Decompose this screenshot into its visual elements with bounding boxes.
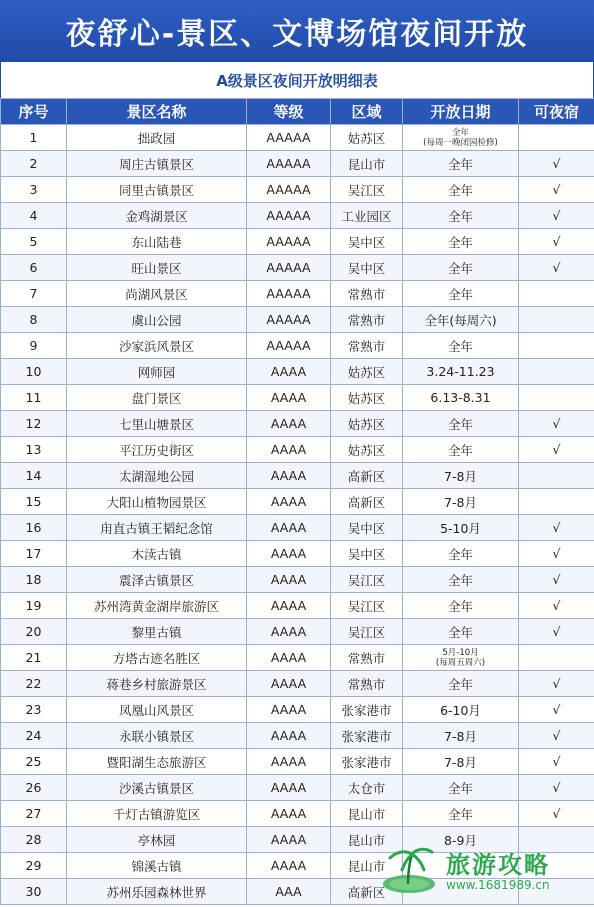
cell-area: 张家港市 xyxy=(331,697,403,723)
cell-overnight: √ xyxy=(519,229,594,255)
cell-area: 张家港市 xyxy=(331,723,403,749)
cell-overnight: √ xyxy=(519,437,594,463)
cell-grade: AAAAA xyxy=(247,125,331,151)
cell-grade: AAAAA xyxy=(247,307,331,333)
cell-grade: AAAA xyxy=(247,541,331,567)
cell-no: 21 xyxy=(1,645,67,671)
cell-no: 6 xyxy=(1,255,67,281)
cell-area: 吴江区 xyxy=(331,177,403,203)
cell-grade: AAAAA xyxy=(247,151,331,177)
cell-scenic-name: 暨阳湖生态旅游区 xyxy=(67,749,247,775)
cell-open-date: 6-10月 xyxy=(403,697,519,723)
cell-overnight: √ xyxy=(519,775,594,801)
table-row xyxy=(1,801,594,827)
table-row xyxy=(1,723,594,749)
cell-no: 7 xyxy=(1,281,67,307)
cell-grade: AAAA xyxy=(247,619,331,645)
table-row xyxy=(1,749,594,775)
header-open-date: 开放日期 xyxy=(403,99,519,125)
cell-open-date: 全年 xyxy=(403,801,519,827)
cell-scenic-name: 东山陆巷 xyxy=(67,229,247,255)
cell-grade: AAAA xyxy=(247,749,331,775)
cell-no: 22 xyxy=(1,671,67,697)
cell-open-date: 7-8月 xyxy=(403,749,519,775)
cell-open-date: 全年 (每周一晚闭园检修) xyxy=(403,125,519,151)
cell-open-date: 全年 xyxy=(403,333,519,359)
cell-area: 常熟市 xyxy=(331,307,403,333)
cell-area: 昆山市 xyxy=(331,801,403,827)
cell-overnight xyxy=(519,385,594,411)
cell-no: 11 xyxy=(1,385,67,411)
table-row xyxy=(1,593,594,619)
cell-open-date: 全年 xyxy=(403,411,519,437)
cell-area: 吴中区 xyxy=(331,515,403,541)
cell-grade: AAAA xyxy=(247,385,331,411)
cell-scenic-name: 金鸡湖景区 xyxy=(67,203,247,229)
cell-area: 工业园区 xyxy=(331,203,403,229)
cell-area: 常熟市 xyxy=(331,281,403,307)
cell-grade: AAA xyxy=(247,879,331,905)
cell-grade: AAAA xyxy=(247,671,331,697)
cell-open-date: 全年 xyxy=(403,567,519,593)
cell-scenic-name: 周庄古镇景区 xyxy=(67,151,247,177)
cell-no: 13 xyxy=(1,437,67,463)
cell-area: 吴江区 xyxy=(331,567,403,593)
cell-scenic-name: 太湖湿地公园 xyxy=(67,463,247,489)
cell-overnight xyxy=(519,359,594,385)
cell-no: 18 xyxy=(1,567,67,593)
cell-area: 高新区 xyxy=(331,489,403,515)
cell-no: 17 xyxy=(1,541,67,567)
table-header-row xyxy=(1,99,594,125)
cell-scenic-name: 尚湖风景区 xyxy=(67,281,247,307)
cell-open-date: 全年 xyxy=(403,593,519,619)
cell-scenic-name: 虞山公园 xyxy=(67,307,247,333)
cell-no: 3 xyxy=(1,177,67,203)
cell-open-date: 全年 xyxy=(403,437,519,463)
cell-scenic-name: 蒋巷乡村旅游景区 xyxy=(67,671,247,697)
cell-scenic-name: 永联小镇景区 xyxy=(67,723,247,749)
header-name: 景区名称 xyxy=(67,99,247,125)
cell-no: 8 xyxy=(1,307,67,333)
table-row xyxy=(1,541,594,567)
cell-grade: AAAA xyxy=(247,359,331,385)
cell-area: 张家港市 xyxy=(331,749,403,775)
cell-grade: AAAA xyxy=(247,437,331,463)
cell-scenic-name: 苏州乐园森林世界 xyxy=(67,879,247,905)
cell-no: 2 xyxy=(1,151,67,177)
cell-open-date: 全年(每周六) xyxy=(403,307,519,333)
table-row xyxy=(1,489,594,515)
cell-scenic-name: 木渎古镇 xyxy=(67,541,247,567)
cell-open-date: 5-10月 xyxy=(403,515,519,541)
cell-scenic-name: 大阳山植物园景区 xyxy=(67,489,247,515)
cell-area: 太仓市 xyxy=(331,775,403,801)
cell-no: 10 xyxy=(1,359,67,385)
cell-scenic-name: 锦溪古镇 xyxy=(67,853,247,879)
cell-scenic-name: 苏州湾黄金湖岸旅游区 xyxy=(67,593,247,619)
cell-scenic-name: 黎里古镇 xyxy=(67,619,247,645)
cell-area: 吴中区 xyxy=(331,255,403,281)
header-grade: 等级 xyxy=(247,99,331,125)
table-row xyxy=(1,203,594,229)
cell-area: 昆山市 xyxy=(331,151,403,177)
cell-grade: AAAAA xyxy=(247,255,331,281)
cell-area: 姑苏区 xyxy=(331,385,403,411)
cell-scenic-name: 亭林园 xyxy=(67,827,247,853)
table-title xyxy=(0,62,594,98)
table-row xyxy=(1,463,594,489)
cell-open-date: 全年 xyxy=(403,203,519,229)
header-no: 序号 xyxy=(1,99,67,125)
cell-open-date: 全年 xyxy=(403,671,519,697)
cell-open-date: 6.13-8.31 xyxy=(403,385,519,411)
watermark-brand: 旅游攻略 xyxy=(446,850,550,879)
table-row xyxy=(1,177,594,203)
cell-scenic-name: 盘门景区 xyxy=(67,385,247,411)
cell-no: 1 xyxy=(1,125,67,151)
cell-overnight: √ xyxy=(519,749,594,775)
cell-overnight: √ xyxy=(519,671,594,697)
cell-area: 姑苏区 xyxy=(331,437,403,463)
cell-area: 吴中区 xyxy=(331,541,403,567)
cell-area: 常熟市 xyxy=(331,671,403,697)
cell-grade: AAAAA xyxy=(247,281,331,307)
cell-open-date: 7-8月 xyxy=(403,489,519,515)
cell-overnight xyxy=(519,645,594,671)
table-row xyxy=(1,411,594,437)
cell-area: 常熟市 xyxy=(331,333,403,359)
cell-no: 30 xyxy=(1,879,67,905)
cell-overnight: √ xyxy=(519,723,594,749)
cell-no: 14 xyxy=(1,463,67,489)
cell-area: 昆山市 xyxy=(331,827,403,853)
cell-open-date: 5月-10月 (每周五周六) xyxy=(403,645,519,671)
cell-area: 姑苏区 xyxy=(331,411,403,437)
table-row xyxy=(1,567,594,593)
cell-grade: AAAAA xyxy=(247,229,331,255)
cell-grade: AAAA xyxy=(247,827,331,853)
cell-overnight: √ xyxy=(519,801,594,827)
globe-palm-logo-icon xyxy=(378,840,440,896)
cell-no: 28 xyxy=(1,827,67,853)
cell-scenic-name: 沙溪古镇景区 xyxy=(67,775,247,801)
cell-grade: AAAA xyxy=(247,853,331,879)
table-row xyxy=(1,775,594,801)
cell-open-date: 全年 xyxy=(403,541,519,567)
cell-overnight: √ xyxy=(519,567,594,593)
table-row xyxy=(1,619,594,645)
cell-area: 高新区 xyxy=(331,879,403,905)
cell-overnight xyxy=(519,307,594,333)
cell-area: 常熟市 xyxy=(331,645,403,671)
cell-grade: AAAA xyxy=(247,489,331,515)
cell-no: 29 xyxy=(1,853,67,879)
cell-grade: AAAAA xyxy=(247,333,331,359)
cell-no: 25 xyxy=(1,749,67,775)
table-row xyxy=(1,281,594,307)
cell-overnight xyxy=(519,463,594,489)
site-watermark xyxy=(378,833,588,903)
cell-no: 4 xyxy=(1,203,67,229)
cell-no: 12 xyxy=(1,411,67,437)
watermark-text xyxy=(446,845,550,892)
cell-no: 15 xyxy=(1,489,67,515)
table-row xyxy=(1,229,594,255)
cell-no: 5 xyxy=(1,229,67,255)
cell-overnight: √ xyxy=(519,203,594,229)
cell-open-date: 3.24-11.23 xyxy=(403,359,519,385)
cell-no: 26 xyxy=(1,775,67,801)
cell-open-date: 全年 xyxy=(403,281,519,307)
table-row xyxy=(1,307,594,333)
cell-scenic-name: 平江历史街区 xyxy=(67,437,247,463)
cell-grade: AAAA xyxy=(247,593,331,619)
cell-grade: AAAA xyxy=(247,567,331,593)
table-row xyxy=(1,255,594,281)
cell-grade: AAAA xyxy=(247,801,331,827)
header-area: 区域 xyxy=(331,99,403,125)
table-row xyxy=(1,515,594,541)
table-row xyxy=(1,151,594,177)
cell-overnight: √ xyxy=(519,515,594,541)
cell-open-date: 全年 xyxy=(403,177,519,203)
cell-no: 24 xyxy=(1,723,67,749)
cell-open-date: 7-8月 xyxy=(403,463,519,489)
table-row xyxy=(1,645,594,671)
cell-no: 20 xyxy=(1,619,67,645)
cell-open-date: 全年 xyxy=(403,151,519,177)
cell-grade: AAAAA xyxy=(247,177,331,203)
cell-scenic-name: 沙家浜风景区 xyxy=(67,333,247,359)
table-row xyxy=(1,333,594,359)
cell-scenic-name: 凤凰山风景区 xyxy=(67,697,247,723)
table-row xyxy=(1,697,594,723)
cell-overnight: √ xyxy=(519,697,594,723)
cell-open-date: 全年 xyxy=(403,255,519,281)
cell-overnight: √ xyxy=(519,255,594,281)
cell-overnight xyxy=(519,333,594,359)
cell-scenic-name: 拙政园 xyxy=(67,125,247,151)
page-banner xyxy=(0,0,594,62)
cell-grade: AAAA xyxy=(247,645,331,671)
cell-scenic-name: 旺山景区 xyxy=(67,255,247,281)
cell-open-date: 8-9月 xyxy=(403,827,519,853)
table-row xyxy=(1,125,594,151)
cell-no: 27 xyxy=(1,801,67,827)
cell-no: 16 xyxy=(1,515,67,541)
cell-overnight: √ xyxy=(519,593,594,619)
cell-open-date: 全年 xyxy=(403,229,519,255)
header-overnight: 可夜宿 xyxy=(519,99,594,125)
cell-area: 姑苏区 xyxy=(331,359,403,385)
cell-overnight xyxy=(519,281,594,307)
table-row xyxy=(1,359,594,385)
cell-area: 姑苏区 xyxy=(331,125,403,151)
cell-scenic-name: 七里山塘景区 xyxy=(67,411,247,437)
cell-grade: AAAA xyxy=(247,411,331,437)
cell-overnight xyxy=(519,489,594,515)
cell-overnight: √ xyxy=(519,541,594,567)
cell-area: 高新区 xyxy=(331,463,403,489)
cell-grade: AAAA xyxy=(247,463,331,489)
table-row xyxy=(1,671,594,697)
cell-overnight: √ xyxy=(519,619,594,645)
cell-no: 9 xyxy=(1,333,67,359)
cell-area: 吴江区 xyxy=(331,593,403,619)
cell-scenic-name: 网师园 xyxy=(67,359,247,385)
cell-area: 昆山市 xyxy=(331,853,403,879)
cell-overnight: √ xyxy=(519,151,594,177)
cell-open-date: 全年 xyxy=(403,619,519,645)
watermark-url: www.1681989.cn xyxy=(446,877,550,892)
cell-area: 吴中区 xyxy=(331,229,403,255)
table-title-text: A级景区夜间开放明细表 xyxy=(216,71,378,90)
table-row xyxy=(1,385,594,411)
cell-scenic-name: 方塔古迹名胜区 xyxy=(67,645,247,671)
banner-title: 夜舒心-景区、文博场馆夜间开放 xyxy=(65,17,529,52)
cell-grade: AAAA xyxy=(247,775,331,801)
cell-open-date: 全年 xyxy=(403,775,519,801)
cell-no: 19 xyxy=(1,593,67,619)
table-row xyxy=(1,437,594,463)
cell-overnight: √ xyxy=(519,177,594,203)
scenic-spot-table xyxy=(0,98,594,905)
cell-overnight xyxy=(519,125,594,151)
cell-grade: AAAAA xyxy=(247,203,331,229)
cell-grade: AAAA xyxy=(247,515,331,541)
cell-overnight: √ xyxy=(519,411,594,437)
cell-grade: AAAA xyxy=(247,697,331,723)
table-body xyxy=(1,125,594,905)
cell-open-date: 7-8月 xyxy=(403,723,519,749)
cell-area: 吴江区 xyxy=(331,619,403,645)
cell-scenic-name: 千灯古镇游览区 xyxy=(67,801,247,827)
cell-scenic-name: 甪直古镇王韬纪念馆 xyxy=(67,515,247,541)
cell-scenic-name: 震泽古镇景区 xyxy=(67,567,247,593)
cell-no: 23 xyxy=(1,697,67,723)
cell-grade: AAAA xyxy=(247,723,331,749)
cell-scenic-name: 同里古镇景区 xyxy=(67,177,247,203)
